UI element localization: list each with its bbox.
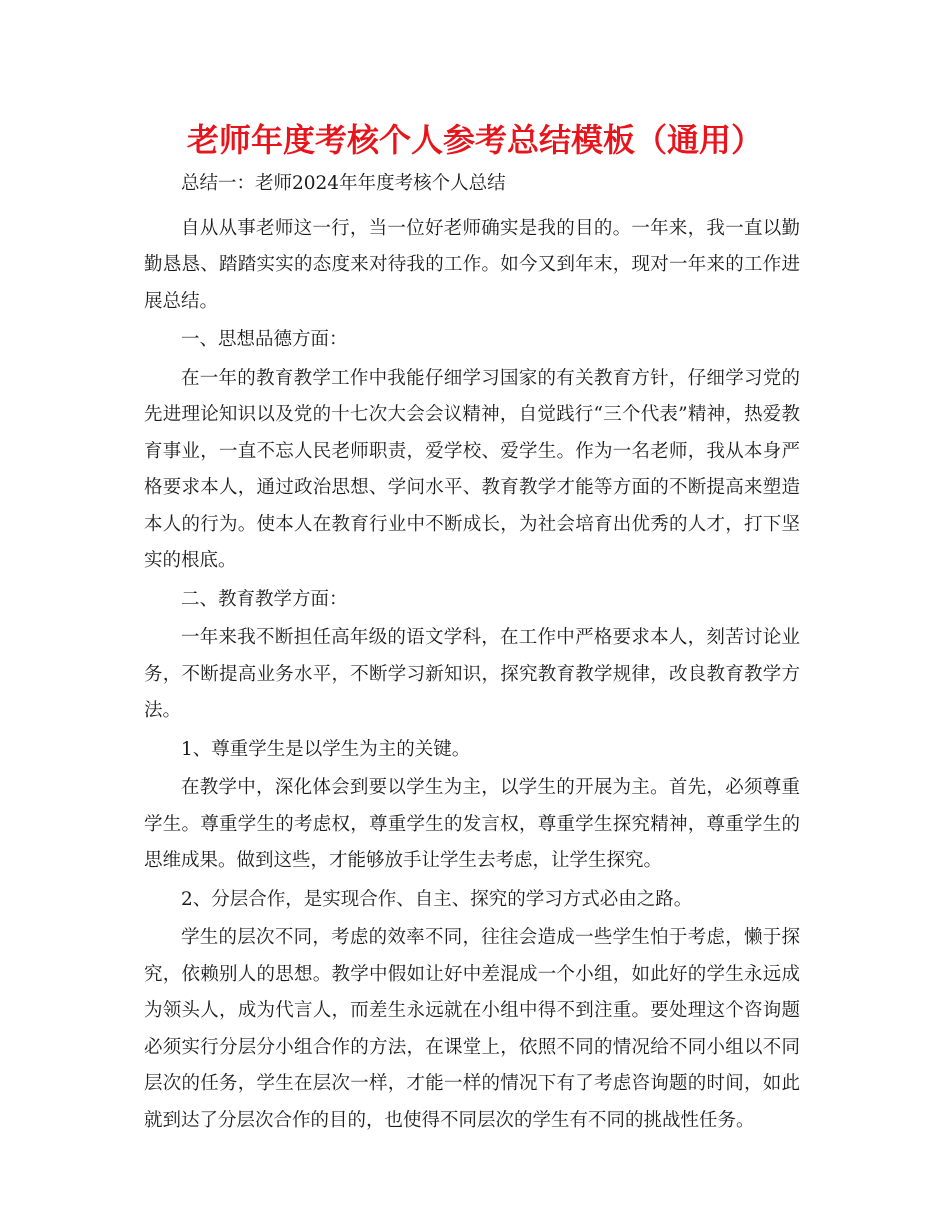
document-body [144,166,800,1139]
section-heading: 一、思想品德方面： [181,329,348,350]
paragraph: 在教学中，深化体会到要以学生为主，以学生的开展为主。首先，必须尊重学生。尊重学生的考虑权，尊重学生的发言权，尊重学生探究精神，尊重学生的思维成果。做到这些，才能够放手让学生去考虑，让学生探究。 [144,777,800,871]
paragraph: 在一年的教育教学工作中我能仔细学习国家的有关教育方针，仔细学习党的先进理论知识以及党的十七次大会会议精神，自觉践行“三个代表”精神，热爱教育事业，一直不忘人民老师职责，爱学校、爱学生。作为一名老师，我从本身严格要求本人，通过政治思想、学问水平、教育教学才能等方面的不断提高来塑造本人的行为。使本人在教育行业中不断成长，为社会培育出优秀的人才，打下坚实的根底。 [144,367,800,571]
document-title: 老师年度考核个人参考总结模板（通用） [186,121,763,159]
paragraph: 自从从事老师这一行，当一位好老师确实是我的目的。一年来，我一直以勤勤恳恳、踏踏实实的态度来对待我的工作。如今又到年末，现对一年来的工作进展总结。 [144,217,800,312]
subsection-heading: 1、尊重学生是以学生为主的关键。 [181,738,471,760]
paragraph: 一年来我不断担任高年级的语文学科，在工作中严格要求本人，刻苦讨论业务，不断提高业务水平，不断学习新知识，探究教育教学规律，改良教育教学方法。 [144,627,800,721]
paragraph: 学生的层次不同，考虑的效率不同，往往会造成一些学生怕于考虑，懒于探究，依赖别人的思想。教学中假如让好中差混成一个小组，如此好的学生永远成为领头人，成为代言人，而差生永远就在小组中得不到注重。要处理这个咨询题必须实行分层分小组合作的方法，在课堂上，依照不同的情况给不同小组以不同层次的任务，学生在层次一样，才能一样的情况下有了考虑咨询题的时间，如此就到达了分层次合作的目的，也使得不同层次的学生有不同的挑战性任务。 [144,927,800,1131]
section-heading: 二、教育教学方面： [181,588,348,610]
subsection-heading: 2、分层合作，是实现合作、自主、探究的学习方式必由之路。 [181,888,693,910]
document-subtitle: 总结一：老师2024年年度考核个人总结 [181,173,506,194]
